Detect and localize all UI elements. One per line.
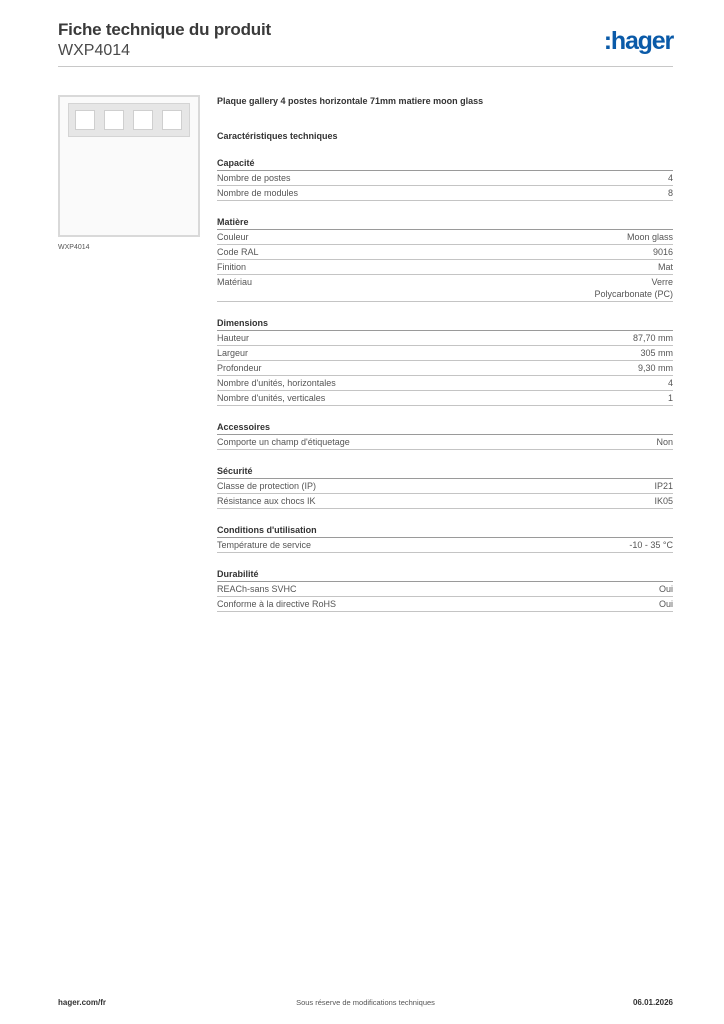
spec-label: Nombre d'unités, horizontales	[217, 378, 336, 388]
spec-value: Oui	[658, 599, 673, 609]
spec-group	[217, 317, 673, 406]
switch-plate-illustration	[68, 103, 190, 137]
group-title: Capacité	[217, 157, 673, 171]
group-title: Durabilité	[217, 568, 673, 582]
spec-value: 87,70 mm	[632, 333, 673, 343]
spec-label: Classe de protection (IP)	[217, 481, 317, 491]
spec-value: 9,30 mm	[637, 363, 673, 373]
spec-value: Verre Polycarbonate (PC)	[594, 277, 673, 299]
document-title: Fiche technique du produit	[58, 20, 271, 39]
spec-row	[217, 361, 673, 376]
spec-label: Code RAL	[217, 247, 259, 257]
logo-text: :hager	[603, 27, 673, 55]
spec-value: Mat	[657, 262, 673, 272]
spec-label: REACh-sans SVHC	[217, 584, 297, 594]
spec-group	[217, 465, 673, 509]
spec-row	[217, 582, 673, 597]
spec-label: Hauteur	[217, 333, 250, 343]
spec-row	[217, 479, 673, 494]
spec-value: -10 - 35 °C	[629, 540, 673, 550]
spec-row	[217, 391, 673, 406]
spec-label: Nombre de modules	[217, 188, 299, 198]
spec-label: Finition	[217, 262, 247, 272]
spec-label: Comporte un champ d'étiquetage	[217, 437, 350, 447]
spec-group	[217, 157, 673, 201]
spec-row	[217, 346, 673, 361]
plate-slot	[133, 110, 153, 130]
spec-value: IP21	[654, 481, 673, 491]
spec-label: Résistance aux chocs IK	[217, 496, 316, 506]
page-header	[58, 20, 673, 68]
group-title: Matière	[217, 216, 673, 230]
spec-value: IK05	[654, 496, 673, 506]
spec-value: 4	[667, 173, 673, 183]
spec-label: Conforme à la directive RoHS	[217, 599, 337, 609]
plate-slot	[104, 110, 124, 130]
spec-label: Nombre d'unités, verticales	[217, 393, 326, 403]
spec-value: Moon glass	[626, 232, 673, 242]
spec-row	[217, 435, 673, 450]
spec-label: Température de service	[217, 540, 312, 550]
group-title: Conditions d'utilisation	[217, 524, 673, 538]
group-title: Dimensions	[217, 317, 673, 331]
spec-row	[217, 245, 673, 260]
spec-value: Non	[656, 437, 673, 447]
spec-row	[217, 597, 673, 612]
spec-value: 1	[667, 393, 673, 403]
spec-group	[217, 568, 673, 612]
footer-disclaimer: Sous réserve de modifications techniques	[296, 998, 435, 1007]
spec-value: 305 mm	[640, 348, 673, 358]
spec-row	[217, 260, 673, 275]
plate-slot	[162, 110, 182, 130]
image-caption: WXP4014	[58, 244, 90, 251]
plate-slot	[75, 110, 95, 130]
spec-row	[217, 331, 673, 346]
footer-website[interactable]: hager.com/fr	[58, 998, 107, 1007]
group-title: Accessoires	[217, 421, 673, 435]
footer-date: 06.01.2026	[632, 998, 673, 1007]
spec-label: Profondeur	[217, 363, 262, 373]
spec-row	[217, 376, 673, 391]
hager-logo	[604, 28, 673, 54]
spec-label: Matériau	[217, 277, 253, 287]
product-reference: WXP4014	[58, 42, 131, 59]
spec-group	[217, 216, 673, 302]
spec-value: 9016	[652, 247, 673, 257]
spec-row	[217, 494, 673, 509]
spec-value: 8	[667, 188, 673, 198]
product-image	[58, 95, 200, 237]
header-divider	[58, 66, 673, 67]
spec-content	[217, 95, 673, 612]
spec-row	[217, 538, 673, 553]
spec-row	[217, 171, 673, 186]
spec-value: Oui	[658, 584, 673, 594]
spec-group	[217, 524, 673, 553]
spec-row	[217, 275, 673, 302]
spec-groups	[217, 157, 673, 612]
spec-group	[217, 421, 673, 450]
group-title: Sécurité	[217, 465, 673, 479]
spec-label: Largeur	[217, 348, 249, 358]
product-description: Plaque gallery 4 postes horizontale 71mm matiere moon glass	[217, 96, 484, 106]
spec-row	[217, 186, 673, 201]
spec-value: 4	[667, 378, 673, 388]
spec-label: Nombre de postes	[217, 173, 291, 183]
spec-row	[217, 230, 673, 245]
spec-label: Couleur	[217, 232, 249, 242]
section-title: Caractéristiques techniques	[217, 131, 338, 141]
